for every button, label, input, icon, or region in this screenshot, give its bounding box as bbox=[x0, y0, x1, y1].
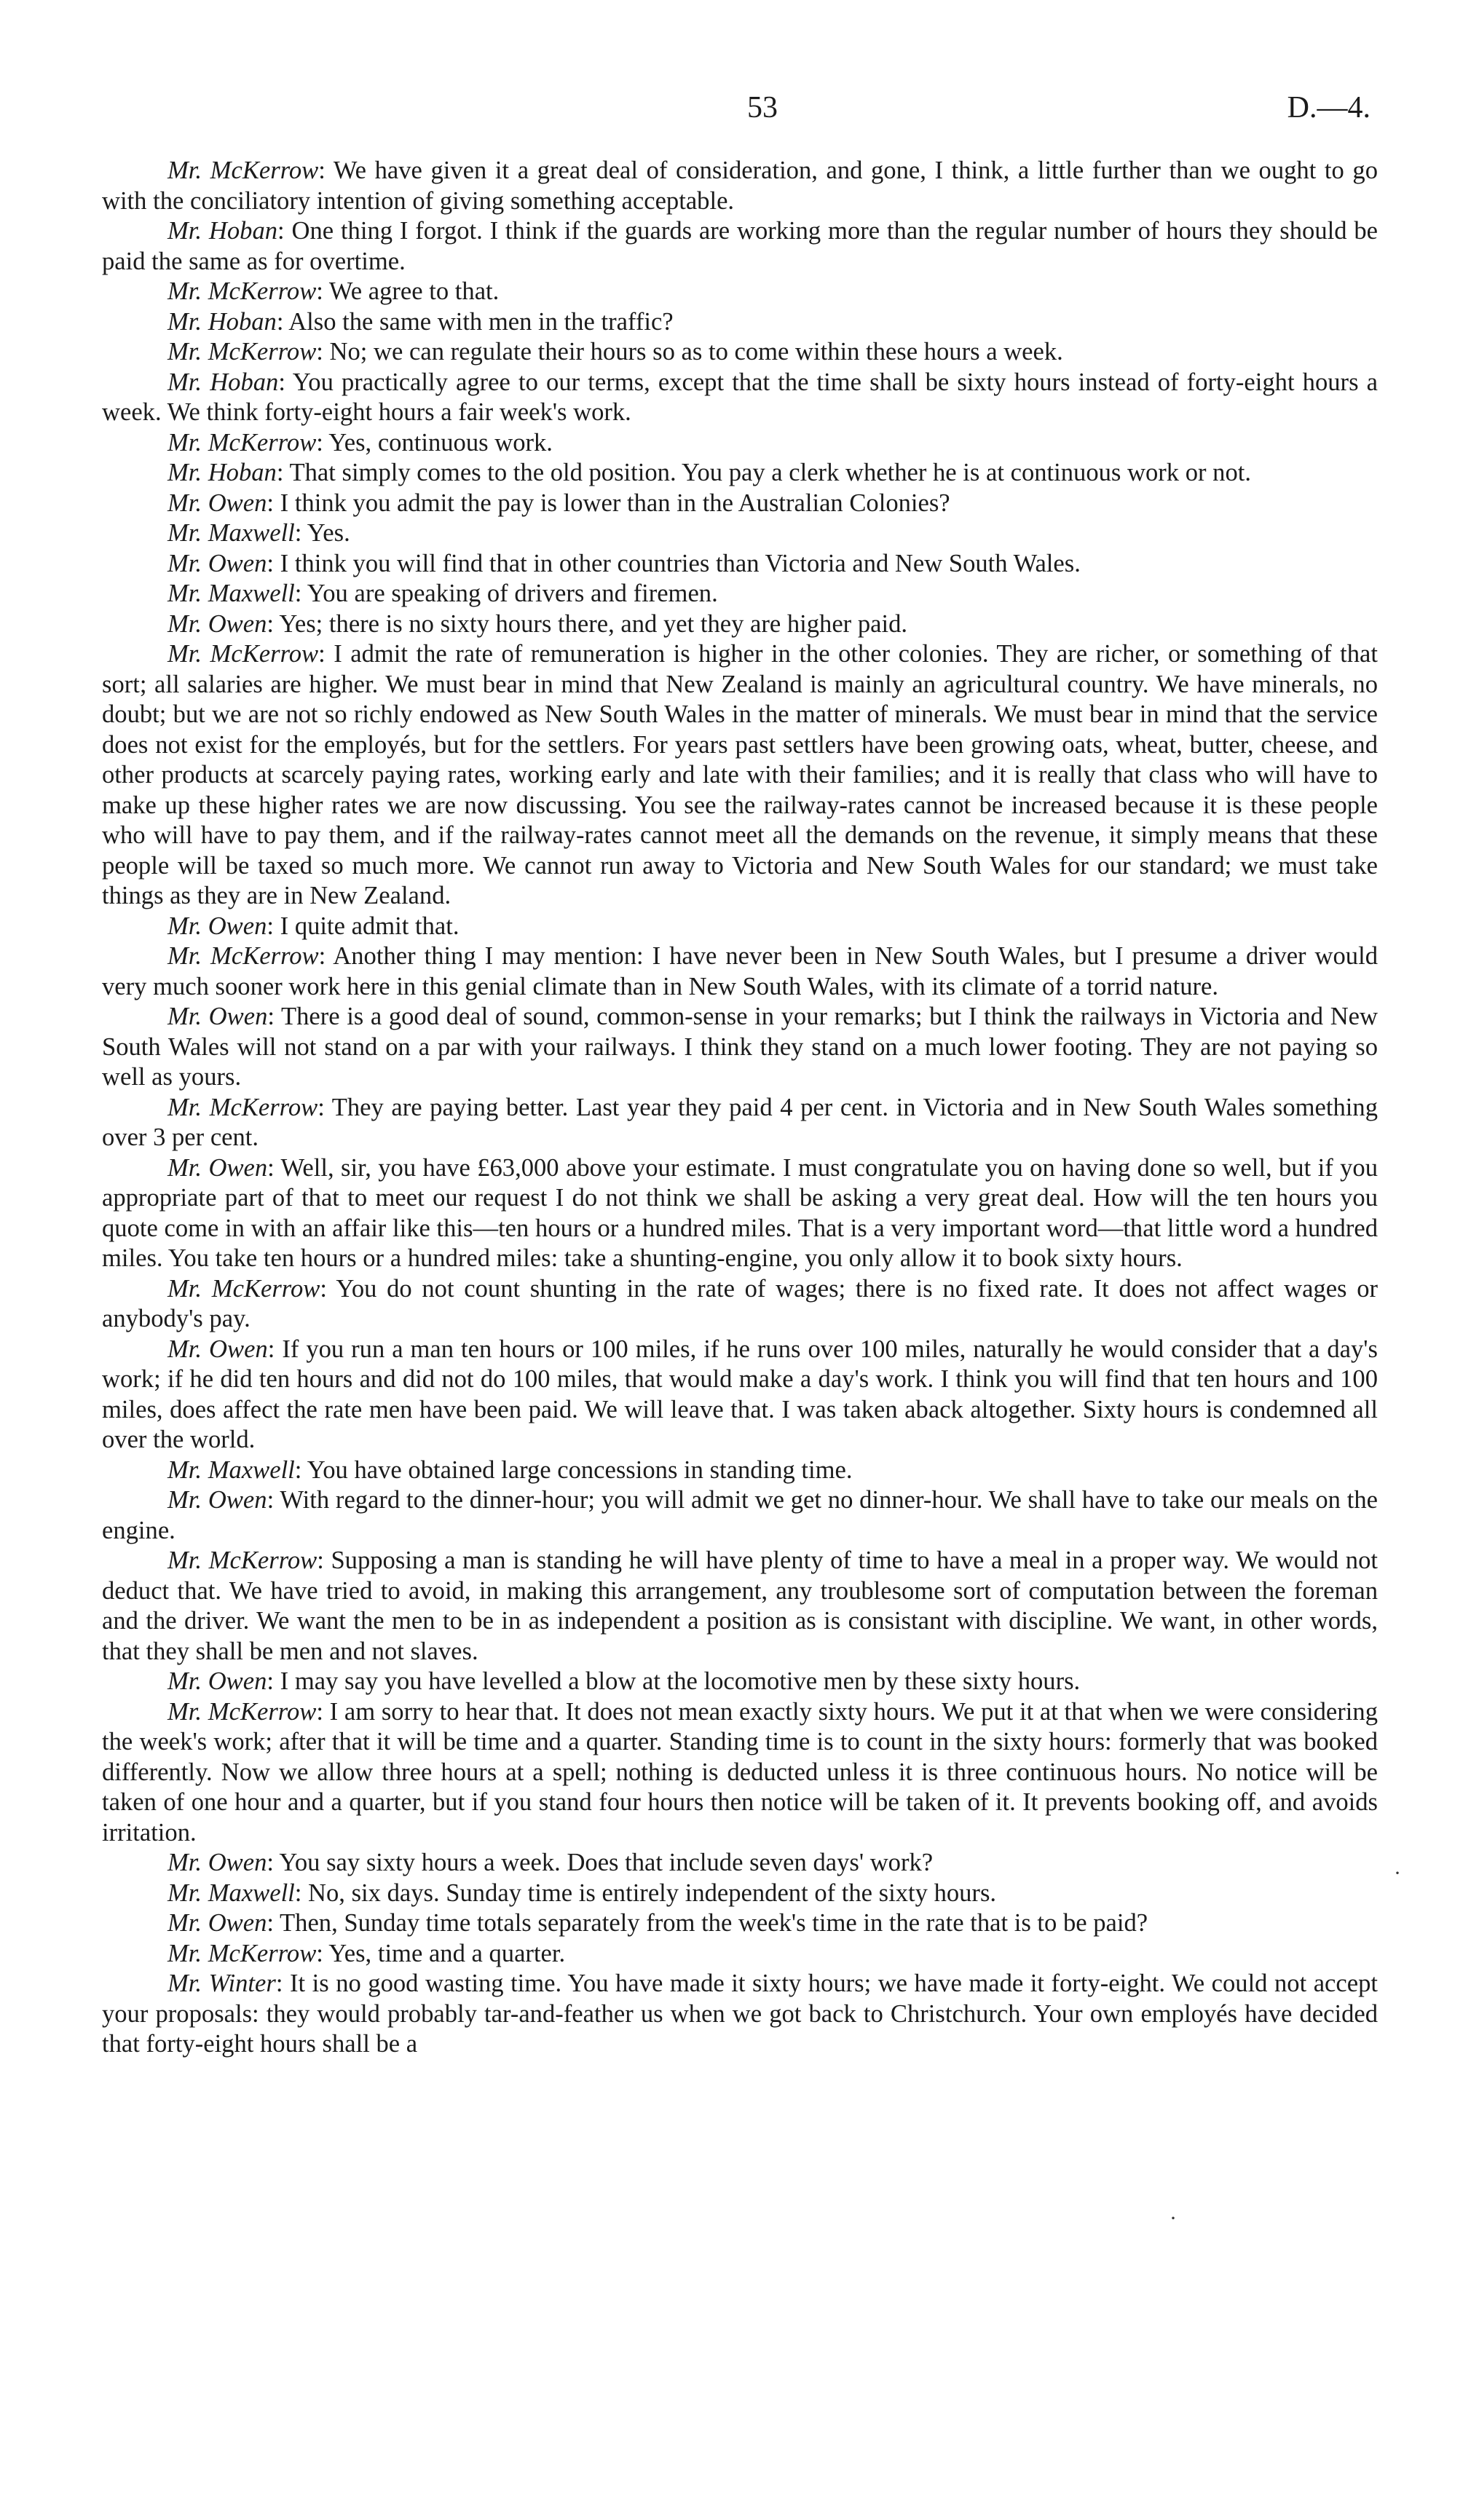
speech-text: I admit the rate of remuneration is higher in the other colonies. They are richer, or something of that sort; all salaries are higher. We must bear in mind that New Zealand is mainly an agricultural country. We have minerals, no doubt; but we are not so richly endowed as New South Wales in the matter of minerals. We must bear in mind that the service does not exist for the employés, but for the settlers. For years past settlers have been growing oats, wheat, butter, cheese, and other products at scarcely paying rates, working early and late with their families; and it is really that class who will have to make up these higher rates we are now discussing. You see the railway-rates cannot be increased because it is these people who will have to pay them, and if the railway-rates cannot meet all the demands on the revenue, it simply means that these people will be taxed so much more. We cannot run away to Victoria and New South Wales for our standard; we must take things as they are in New Zealand. bbox=[102, 640, 1378, 909]
speaker-name: Mr. Winter bbox=[167, 1970, 276, 1997]
speaker-name: Mr. Owen bbox=[167, 1153, 268, 1182]
dialogue-paragraph: Mr. Owen: There is a good deal of sound, common-sense in your remarks; but I think the railways in Victoria and New South Wales will not stand on a par with your railways. I think they stand on a much lower footing. They are not paying so well as yours. bbox=[102, 1003, 1378, 1091]
speech-text: That simply comes to the old position. You pay a clerk whether he is at continuous work or not. bbox=[289, 459, 1251, 486]
speaker-name: Mr. Owen bbox=[167, 1003, 268, 1030]
speech-text: With regard to the dinner-hour; you will admit we get no dinner-hour. We shall have to take our meals on the engine. bbox=[102, 1486, 1378, 1544]
dialogue-paragraph: Mr. Hoban: One thing I forgot. I think if the guards are working more than the regular number of hours they should be paid the same as for overtime. bbox=[102, 217, 1378, 275]
speaker-name: Mr. Hoban bbox=[167, 368, 279, 396]
speech-text: They are paying better. Last year they paid 4 per cent. in Victoria and in New South Wales something over 3 per cent. bbox=[102, 1093, 1378, 1151]
speech-text: Yes; there is no sixty hours there, and yet they are higher paid. bbox=[279, 609, 908, 638]
speech-text: You are speaking of drivers and firemen. bbox=[307, 580, 718, 607]
speaker-name: Mr. McKerrow bbox=[167, 640, 319, 668]
speech-text: Yes. bbox=[307, 519, 350, 547]
speaker-name: Mr. McKerrow bbox=[167, 277, 317, 305]
speech-text: Another thing I may mention: I have never been in New South Wales, but I presume a driver would very much sooner work here in this genial climate than in New South Wales, with its climate of a torrid nature. bbox=[102, 942, 1378, 1000]
speech-text: You have obtained large concessions in standing time. bbox=[307, 1455, 853, 1484]
speaker-name: Mr. Owen bbox=[167, 1667, 267, 1695]
dialogue-paragraph: Mr. Owen: With regard to the dinner-hour; you will admit we get no dinner-hour. We shall have to take our meals on the engine. bbox=[102, 1486, 1378, 1544]
dialogue-paragraph: Mr. Maxwell: Yes. bbox=[167, 519, 350, 547]
dialogue-paragraph: Mr. McKerrow: We have given it a great deal of consideration, and gone, I think, a little further than we ought to go with the conciliatory intention of giving something acceptable. bbox=[102, 157, 1378, 215]
speaker-name: Mr. Maxwell bbox=[167, 519, 295, 547]
speech-text: One thing I forgot. I think if the guards are working more than the regular number of hours they should be paid the same as for overtime. bbox=[102, 217, 1378, 275]
speaker-name: Mr. Owen bbox=[167, 912, 267, 940]
speaker-name: Mr. Hoban bbox=[167, 307, 277, 336]
speech-text: You do not count shunting in the rate of wages; there is no fixed rate. It does not affect wages or anybody's pay. bbox=[102, 1274, 1379, 1332]
document-reference: D.—4. bbox=[1287, 91, 1370, 125]
speaker-name: Mr. Owen bbox=[167, 1486, 267, 1514]
speaker-name: Mr. Owen bbox=[167, 1909, 267, 1937]
speech-text: You say sixty hours a week. Does that include seven days' work? bbox=[279, 1849, 934, 1876]
speaker-name: Mr. McKerrow bbox=[167, 1939, 317, 1967]
speech-text: No; we can regulate their hours so as to come within these hours a week. bbox=[329, 338, 1063, 366]
dialogue-paragraph: Mr. Maxwell: No, six days. Sunday time is entirely independent of the sixty hours. bbox=[167, 1879, 997, 1907]
dialogue-paragraph: Mr. Hoban: Also the same with men in the traffic? bbox=[167, 307, 674, 336]
speaker-name: Mr. Maxwell bbox=[167, 1879, 295, 1907]
dialogue-paragraph: Mr. McKerrow: I admit the rate of remuneration is higher in the other colonies. They are richer, or something of that sort; all salaries are higher. We must bear in mind that New Zealand is mainly an agricultural country. We have minerals, no doubt; but we are not so richly endowed as New South Wales in the matter of minerals. We must bear in mind that the service does not exist for the employés, but for the settlers. For years past settlers have been growing oats, wheat, butter, cheese, and other products at scarcely paying rates, working early and late with their families; and it is really that class who will have to make up these higher rates we are now discussing. You see the railway-rates cannot be increased because it is these people who will have to pay them, and if the railway-rates cannot meet all the demands on the revenue, it simply means that these people will be taxed so much more. We cannot run away to Victoria and New South Wales for our standard; we must take things as they are in New Zealand. bbox=[102, 640, 1378, 909]
speaker-name: Mr. McKerrow bbox=[167, 428, 317, 457]
dialogue-paragraph: Mr. McKerrow: Yes, continuous work. bbox=[167, 428, 553, 457]
speech-text: Then, Sunday time totals separately from the week's time in the rate that is to be paid? bbox=[280, 1909, 1148, 1937]
speaker-name: Mr. Owen bbox=[167, 1335, 268, 1363]
speech-text: You practically agree to our terms, except that the time shall be sixty hours instead of forty-eight hours a week. We think forty-eight hours a fair week's work. bbox=[102, 368, 1378, 426]
speech-text: No, six days. Sunday time is entirely independent of the sixty hours. bbox=[308, 1879, 997, 1907]
dialogue-paragraph: Mr. McKerrow: Supposing a man is standing he will have plenty of time to have a meal in a proper way. We would not deduct that. We have tried to avoid, in making this arrangement, any troublesome sort of computation between the foreman and the driver. We want the men to be in as independent a position as is consistant with discipline. We want, in other words, that they shall be men and not slaves. bbox=[102, 1547, 1378, 1665]
speaker-name: Mr. Maxwell bbox=[167, 1455, 295, 1484]
dialogue-paragraph: Mr. Owen: I quite admit that. bbox=[167, 912, 460, 940]
speech-text: Supposing a man is standing he will have plenty of time to have a meal in a proper way. We would not deduct that. We have tried to avoid, in making this arrangement, any troublesome sort of computation between the foreman and the driver. We want the men to be in as independent a position as is consistant with discipline. We want, in other words, that they shall be men and not slaves. bbox=[102, 1547, 1378, 1665]
speaker-name: Mr. Owen bbox=[167, 1849, 267, 1876]
speaker-name: Mr. Hoban bbox=[167, 459, 277, 486]
speech-text: It is no good wasting time. You have made it sixty hours; we have made it forty-eight. We could not accept your proposals: they would probably tar-and-feather us when we got back to Christchurch. Your own employés have decided that forty-eight hours shall be a bbox=[102, 1970, 1378, 2058]
speaker-name: Mr. McKerrow bbox=[167, 1274, 320, 1303]
dialogue-paragraph: Mr. McKerrow: Another thing I may mention: I have never been in New South Wales, but I presume a driver would very much sooner work here in this genial climate than in New South Wales, with its climate of a torrid nature. bbox=[102, 942, 1378, 1000]
dialogue-paragraph: Mr. McKerrow: They are paying better. Last year they paid 4 per cent. in Victoria and in New South Wales something over 3 per cent. bbox=[102, 1093, 1378, 1151]
transcript-body bbox=[102, 156, 1378, 2060]
speaker-name: Mr. Maxwell bbox=[167, 580, 295, 607]
dialogue-paragraph: Mr. McKerrow: You do not count shunting in the rate of wages; there is no fixed rate. It does not affect wages or anybody's pay. bbox=[102, 1274, 1379, 1332]
dialogue-paragraph: Mr. Owen: Well, sir, you have £63,000 above your estimate. I must congratulate you on having done so well, but if you appropriate part of that to meet our request I do not think we shall be asking a very great deal. How will the ten hours you quote come in with an affair like this—ten hours or a hundred miles. That is a very important word—that little word a hundred miles. You take ten hours or a hundred miles: take a shunting-engine, you only allow it to book sixty hours. bbox=[102, 1153, 1378, 1272]
speaker-name: Mr. Owen bbox=[167, 489, 267, 517]
speech-text: Also the same with men in the traffic? bbox=[288, 307, 674, 336]
dialogue-paragraph: Mr. Hoban: That simply comes to the old position. You pay a clerk whether he is at continuous work or not. bbox=[167, 459, 1251, 486]
page-number: 53 bbox=[747, 91, 778, 125]
dialogue-paragraph: Mr. Owen: You say sixty hours a week. Does that include seven days' work? bbox=[167, 1849, 934, 1876]
page-header bbox=[154, 86, 1370, 130]
speech-text: Yes, continuous work. bbox=[328, 428, 553, 457]
dialogue-paragraph: Mr. Owen: If you run a man ten hours or 100 miles, if he runs over 100 miles, naturally he would consider that a day's work; if he did ten hours and did not do 100 miles, that would make a day's work. I think you will find that ten hours and 100 miles, does affect the rate men have been paid. We will leave that. I was taken aback altogether. Sixty hours is condemned all over the world. bbox=[102, 1335, 1378, 1453]
speech-text: I think you admit the pay is lower than in the Australian Colonies? bbox=[280, 489, 950, 517]
dialogue-paragraph: Mr. McKerrow: No; we can regulate their hours so as to come within these hours a week. bbox=[167, 338, 1063, 366]
dialogue-paragraph: Mr. Winter: It is no good wasting time. You have made it sixty hours; we have made it forty-eight. We could not accept your proposals: they would probably tar-and-feather us when we got back to Christchurch. Your own employés have decided that forty-eight hours shall be a bbox=[102, 1970, 1378, 2058]
speech-text: If you run a man ten hours or 100 miles, if he runs over 100 miles, naturally he would consider that a day's work; if he did ten hours and did not do 100 miles, that would make a day's work. I think you will find that ten hours and 100 miles, does affect the rate men have been paid. We will leave that. I was taken aback altogether. Sixty hours is condemned all over the world. bbox=[102, 1335, 1378, 1453]
speech-text: I quite admit that. bbox=[280, 912, 460, 940]
dialogue-paragraph: Mr. Maxwell: You are speaking of drivers and firemen. bbox=[167, 580, 718, 607]
dialogue-paragraph: Mr. Owen: I may say you have levelled a blow at the locomotive men by these sixty hours. bbox=[167, 1667, 1081, 1695]
speaker-name: Mr. Owen bbox=[167, 609, 267, 638]
speaker-name: Mr. McKerrow bbox=[167, 1093, 318, 1121]
stray-dot-mark: · bbox=[1394, 1861, 1401, 1885]
speech-text: We agree to that. bbox=[328, 277, 500, 305]
speech-text: I may say you have levelled a blow at the locomotive men by these sixty hours. bbox=[280, 1667, 1081, 1695]
dialogue-paragraph: Mr. McKerrow: We agree to that. bbox=[167, 277, 500, 305]
dialogue-paragraph: Mr. Owen: I think you admit the pay is lower than in the Australian Colonies? bbox=[167, 489, 950, 517]
speech-text: Yes, time and a quarter. bbox=[328, 1939, 566, 1967]
speaker-name: Mr. Owen bbox=[167, 549, 267, 577]
speech-text: There is a good deal of sound, common-sense in your remarks; but I think the railways in Victoria and New South Wales will not stand on a par with your railways. I think they stand on a much lower footing. They are not paying so well as yours. bbox=[102, 1003, 1378, 1091]
speaker-name: Mr. McKerrow bbox=[167, 157, 319, 184]
stray-dot-mark: · bbox=[1170, 2206, 1177, 2230]
dialogue-paragraph: Mr. McKerrow: I am sorry to hear that. It does not mean exactly sixty hours. We put it at that when we were considering the week's work; after that it will be time and a quarter. Standing time is to count in the sixty hours: formerly that was booked differently. Now we allow three hours at a spell; nothing is deducted unless it is three continuous hours. No notice will be taken of one hour and a quarter, but if you stand four hours then notice will be taken of it. It prevents booking off, and avoids irritation. bbox=[102, 1697, 1378, 1846]
dialogue-paragraph: Mr. Hoban: You practically agree to our terms, except that the time shall be sixty hours instead of forty-eight hours a week. We think forty-eight hours a fair week's work. bbox=[102, 368, 1378, 426]
speech-text: I am sorry to hear that. It does not mean exactly sixty hours. We put it at that when we were considering the week's work; after that it will be time and a quarter. Standing time is to count in the sixty hours: formerly that was booked differently. Now we allow three hours at a spell; nothing is deducted unless it is three continuous hours. No notice will be taken of one hour and a quarter, but if you stand four hours then notice will be taken of it. It prevents booking off, and avoids irritation. bbox=[102, 1697, 1378, 1846]
dialogue-paragraph: Mr. Owen: I think you will find that in other countries than Victoria and New South Wales. bbox=[167, 549, 1081, 577]
speaker-name: Mr. McKerrow bbox=[167, 1547, 318, 1574]
dialogue-paragraph: Mr. McKerrow: Yes, time and a quarter. bbox=[167, 1939, 566, 1967]
speech-text: We have given it a great deal of consideration, and gone, I think, a little further than we ought to go with the conciliatory intention of giving something acceptable. bbox=[102, 157, 1378, 215]
dialogue-paragraph: Mr. Owen: Then, Sunday time totals separately from the week's time in the rate that is to be paid? bbox=[167, 1909, 1148, 1937]
speaker-name: Mr. McKerrow bbox=[167, 1697, 317, 1726]
dialogue-paragraph: Mr. Owen: Yes; there is no sixty hours there, and yet they are higher paid. bbox=[167, 609, 908, 638]
speech-text: I think you will find that in other countries than Victoria and New South Wales. bbox=[280, 549, 1081, 577]
speech-text: Well, sir, you have £63,000 above your estimate. I must congratulate you on having done so well, but if you appropriate part of that to meet our request I do not think we shall be asking a very great deal. How will the ten hours you quote come in with an affair like this—ten hours or a hundred miles. That is a very important word—that little word a hundred miles. You take ten hours or a hundred miles: take a shunting-engine, you only allow it to book sixty hours. bbox=[102, 1153, 1378, 1272]
speaker-name: Mr. Hoban bbox=[167, 217, 278, 245]
speaker-name: Mr. McKerrow bbox=[167, 942, 319, 970]
speaker-name: Mr. McKerrow bbox=[167, 338, 317, 366]
dialogue-paragraph: Mr. Maxwell: You have obtained large concessions in standing time. bbox=[167, 1455, 853, 1484]
